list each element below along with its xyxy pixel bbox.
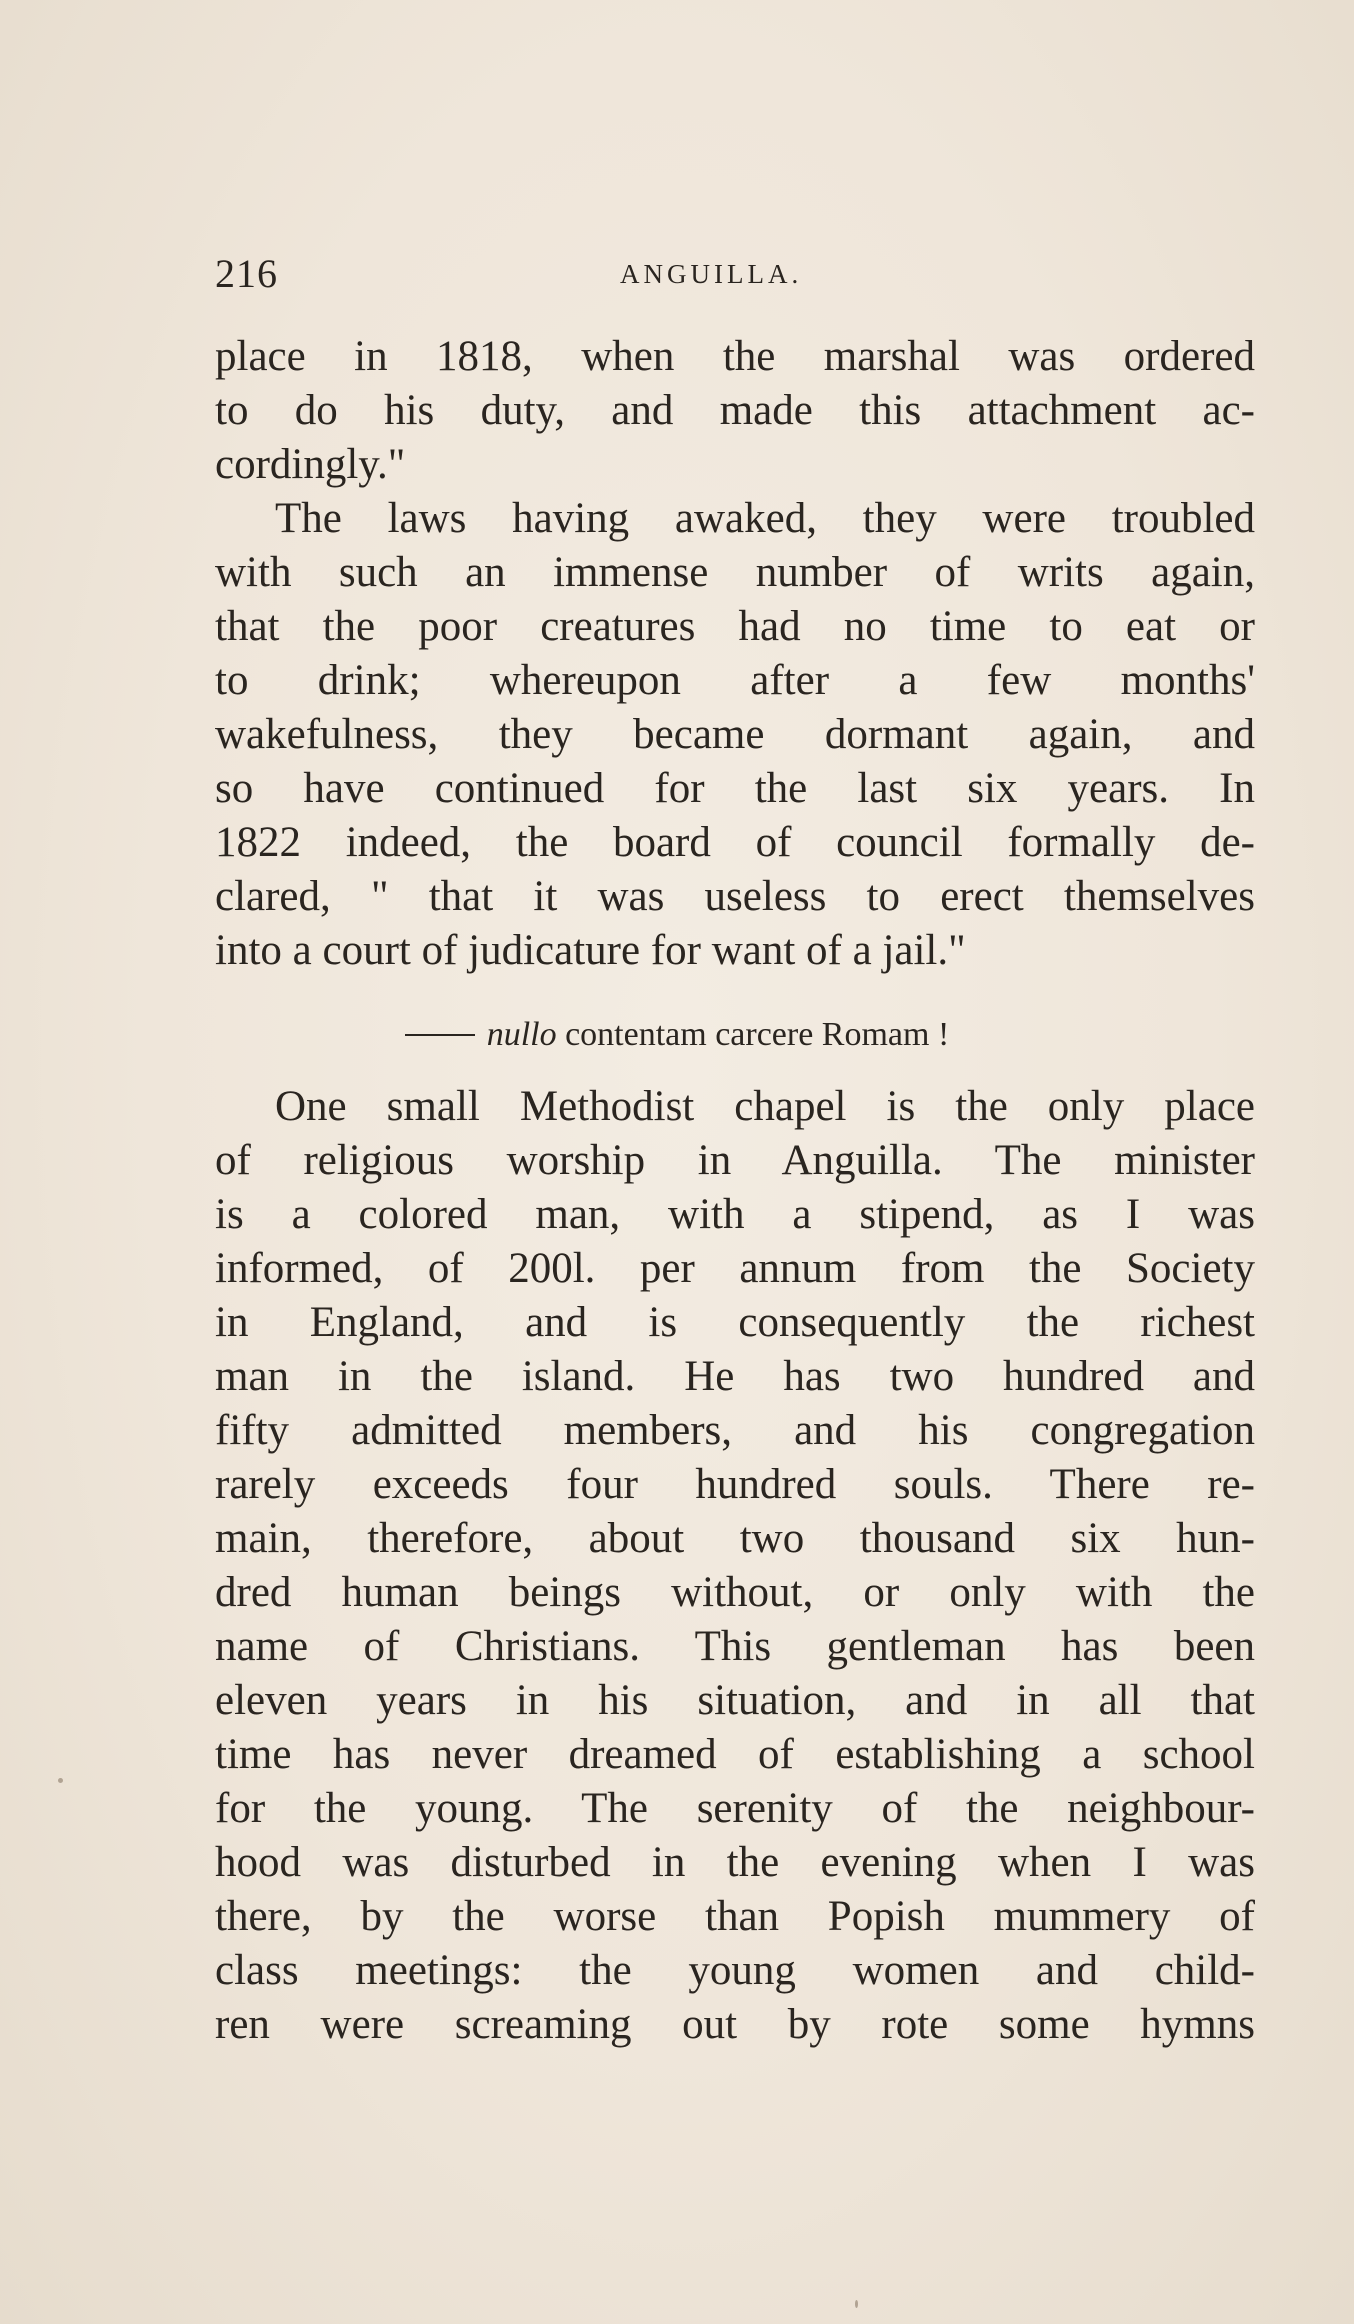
text-line: 1822 indeed, the board of council formally de-: [215, 819, 1255, 866]
text-line: into a court of judicature for want of a jail.": [215, 927, 966, 974]
page-header: [215, 246, 1255, 302]
text-line: The laws having awaked, they were troubled: [275, 495, 1255, 542]
text-line: so have continued for the last six years. In: [215, 765, 1255, 812]
text-block-upper: [215, 330, 1255, 978]
text-line: ren were screaming out by rote some hymns: [215, 2001, 1255, 2048]
text-line: hood was disturbed in the evening when I was: [215, 1839, 1255, 1886]
quote-italic-word: nullo: [486, 1016, 557, 1053]
paper-speck: [855, 2300, 858, 2308]
text-line: One small Methodist chapel is the only place: [275, 1083, 1255, 1130]
text-line: dred human beings without, or only with the: [215, 1569, 1255, 1616]
page-number: 216: [215, 251, 278, 296]
text-line: to drink; whereupon after a few months': [215, 657, 1255, 704]
text-line: class meetings: the young women and child-: [215, 1947, 1255, 1994]
text-line: for the young. The serenity of the neighbour-: [215, 1785, 1255, 1832]
quote-dash: [405, 1034, 475, 1036]
text-line: eleven years in his situation, and in all that: [215, 1677, 1255, 1724]
paper-speck: [58, 1778, 63, 1783]
text-line: to do his duty, and made this attachment ac-: [215, 387, 1255, 434]
text-line: name of Christians. This gentleman has been: [215, 1623, 1255, 1670]
text-line: man in the island. He has two hundred and: [215, 1353, 1255, 1400]
quote-text: contentam carcere Romam !: [556, 1016, 950, 1053]
text-line: clared, " that it was useless to erect themselves: [215, 873, 1255, 920]
text-line: with such an immense number of writs again,: [215, 549, 1255, 596]
text-line: cordingly.": [215, 441, 406, 488]
text-line: wakefulness, they became dormant again, and: [215, 711, 1255, 758]
text-line: that the poor creatures had no time to eat or: [215, 603, 1255, 650]
text-line: place in 1818, when the marshal was ordered: [215, 333, 1255, 380]
text-line: time has never dreamed of establishing a school: [215, 1731, 1255, 1778]
text-block-lower: [215, 1080, 1255, 2052]
text-line: rarely exceeds four hundred souls. There re-: [215, 1461, 1255, 1508]
latin-quotation: [0, 1010, 1354, 1060]
running-head: ANGUILLA.: [620, 259, 803, 289]
text-line: main, therefore, about two thousand six hun-: [215, 1515, 1255, 1562]
text-line: is a colored man, with a stipend, as I was: [215, 1191, 1255, 1238]
text-line: in England, and is consequently the richest: [215, 1299, 1255, 1346]
text-line: fifty admitted members, and his congregation: [215, 1407, 1255, 1454]
text-line: informed, of 200l. per annum from the Society: [215, 1245, 1255, 1292]
text-line: of religious worship in Anguilla. The minister: [215, 1137, 1255, 1184]
text-line: there, by the worse than Popish mummery of: [215, 1893, 1255, 1940]
